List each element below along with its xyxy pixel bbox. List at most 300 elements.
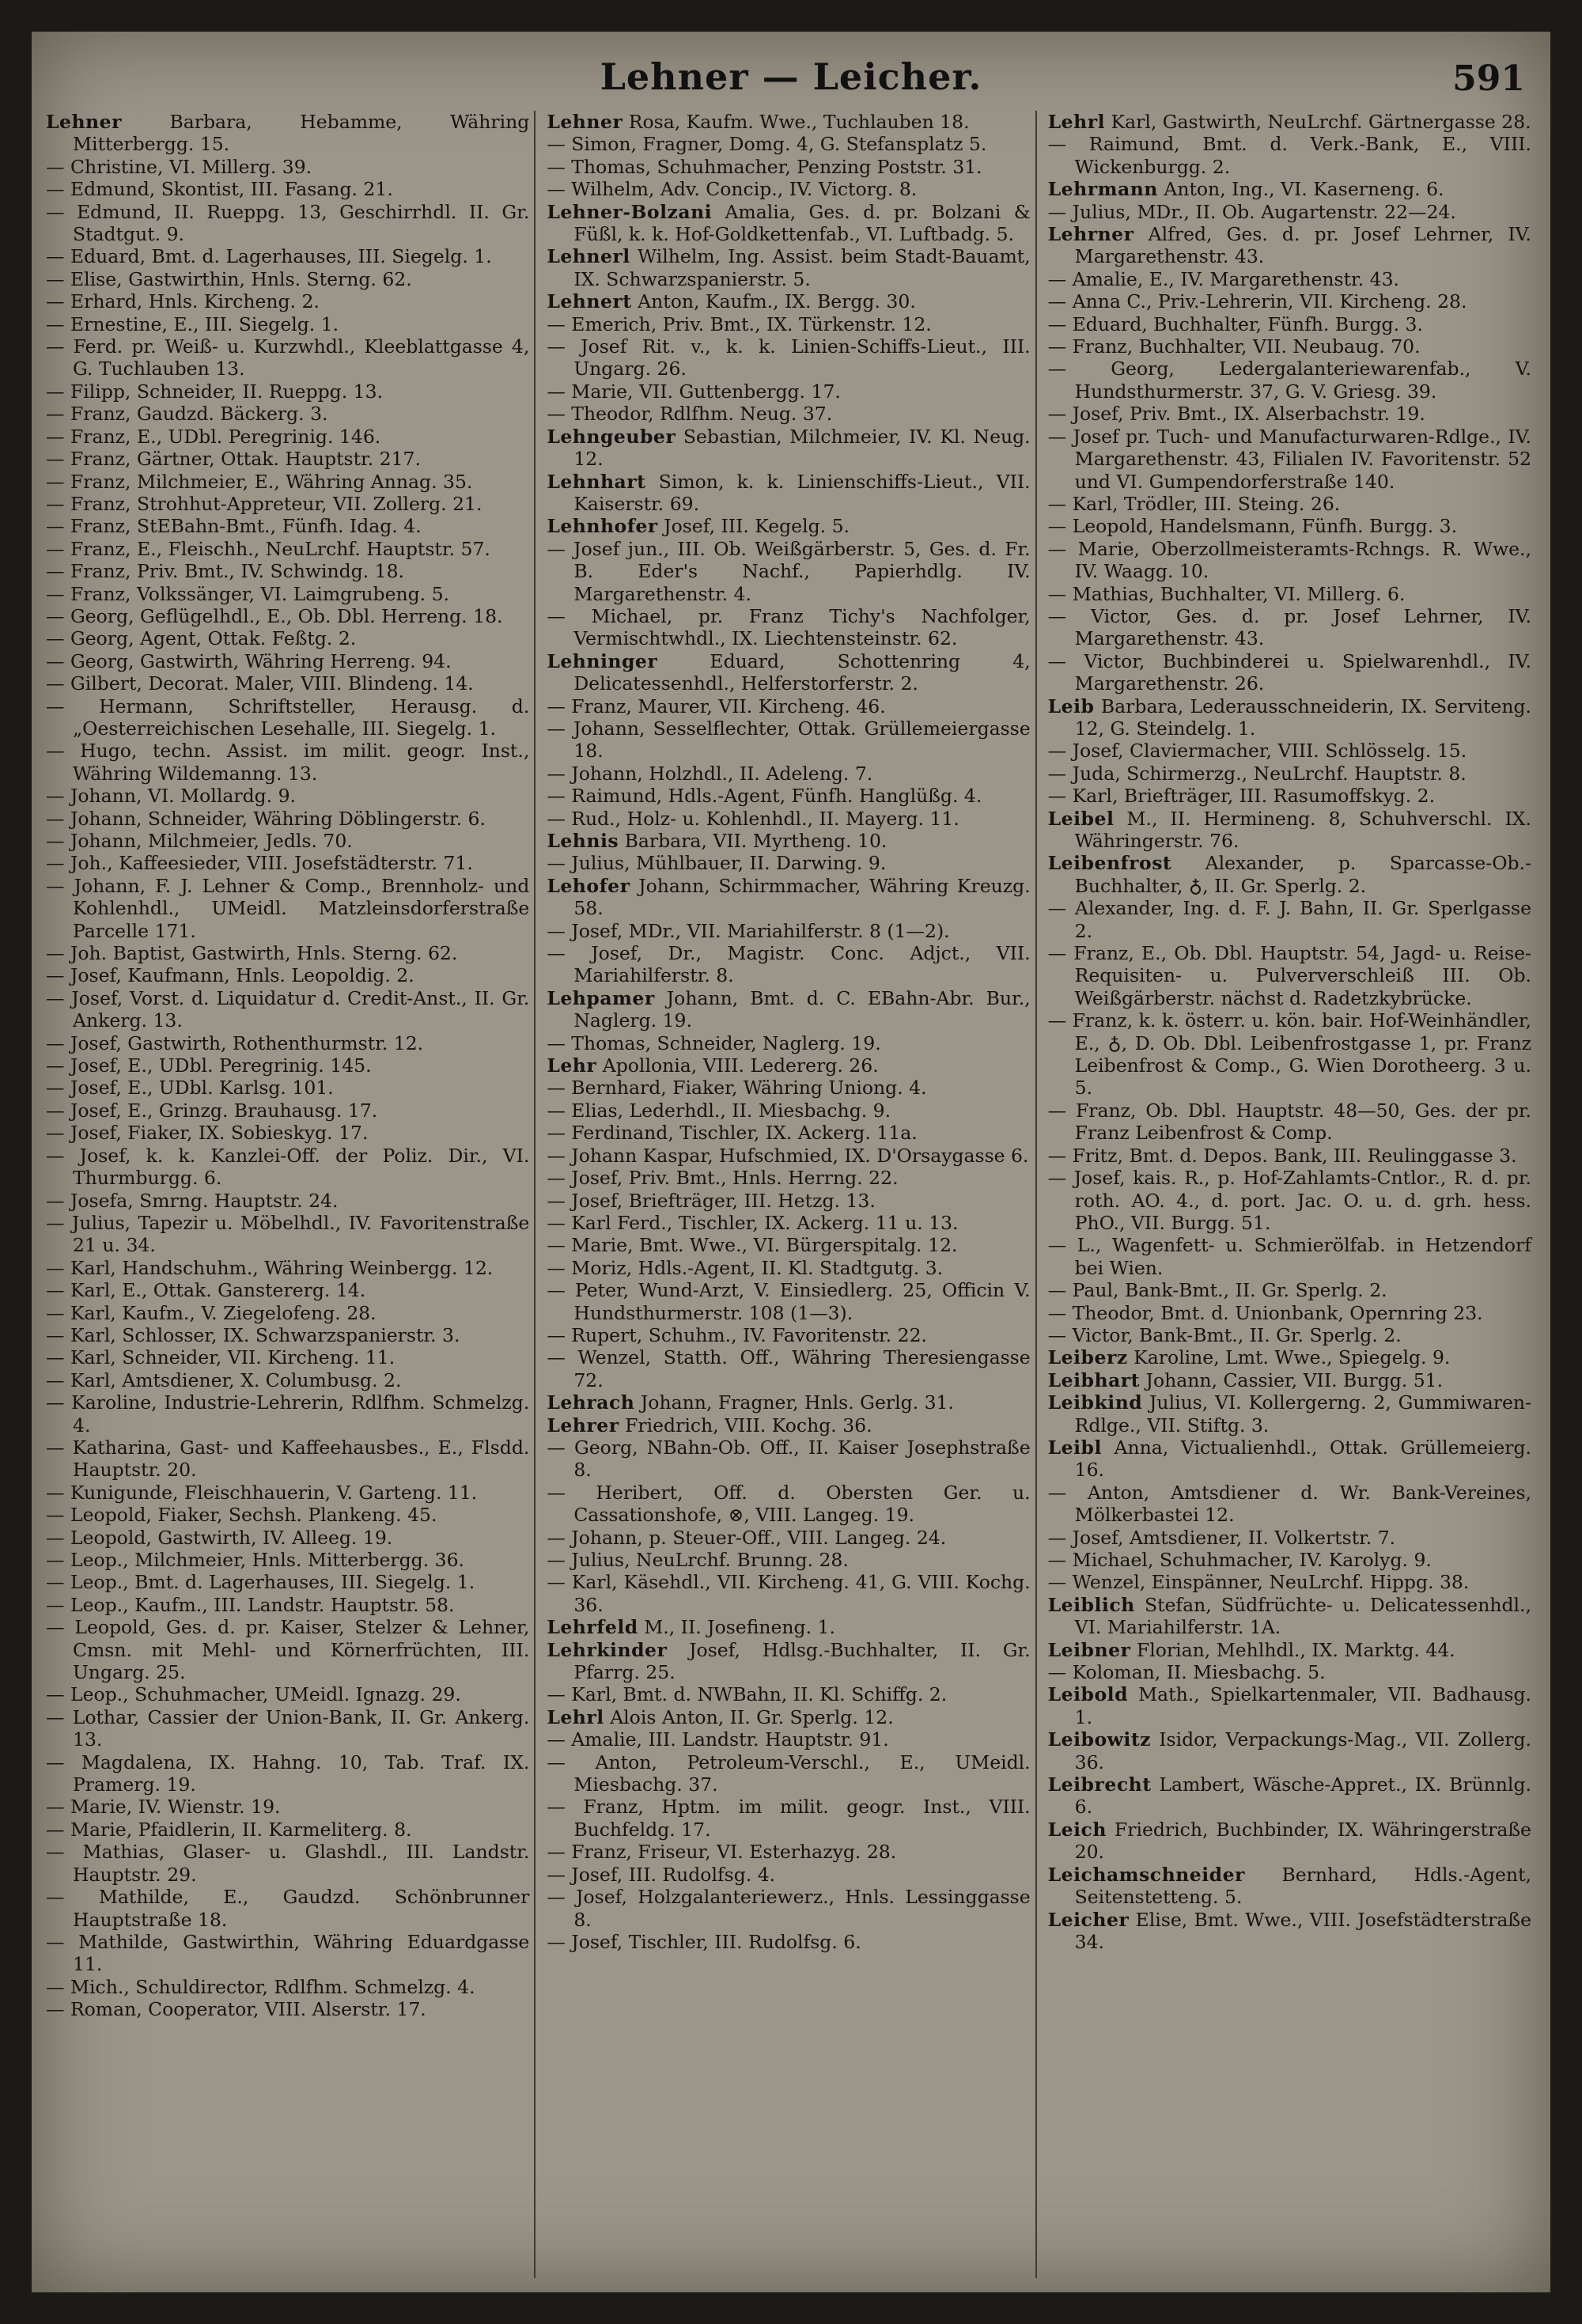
entry-text: — Karl, Bmt. d. NWBahn, II. Kl. Schiffg. 2. [547, 1683, 948, 1706]
directory-entry [547, 1864, 1030, 1886]
running-head [32, 55, 1550, 111]
entry-text: Johann, Bmt. d. C. EBahn-Abr. Bur., Naglerg. 19. [573, 986, 1031, 1032]
entry-text: — Leopold, Ges. d. pr. Kaiser, Stelzer & Lehner, Cmsn. mit Mehl- und Körnerfrüchten, III. Ungarg. 25. [46, 1616, 530, 1684]
directory-entry [1048, 1436, 1531, 1482]
directory-entry [1048, 1145, 1531, 1167]
entry-surname: Lehnert [547, 290, 632, 313]
entry-text: Elise, Bmt. Wwe., VIII. Josefstädterstraße 34. [1074, 1908, 1531, 1953]
entry-text: — Fritz, Bmt. d. Depos. Bank, III. Reulinggasse 3. [1047, 1144, 1517, 1167]
directory-entry [1048, 1369, 1531, 1391]
entry-text: — Franz, Maurer, VII. Kircheng. 46. [547, 695, 886, 717]
directory-entry [1048, 942, 1531, 1009]
entry-text: — Josef, k. k. Kanzlei-Off. der Poliz. Dir., VI. Thurmburgg. 6. [46, 1144, 530, 1190]
entry-surname: Leichamschneider [1047, 1863, 1245, 1886]
entry-text: — Leop., Kaufm., III. Landstr. Hauptstr. 58. [46, 1593, 455, 1616]
entry-text: — Karl, Handschuhm., Währing Weinbergg. 12. [46, 1256, 494, 1279]
entry-text: Amalia, Ges. d. pr. Bolzani & Füßl, k. k. Hof-Goldkettenfab., VI. Luftbadg. 5. [573, 200, 1031, 246]
entry-surname: Leibner [1047, 1638, 1131, 1661]
directory-entry [547, 1571, 1030, 1616]
directory-entry [46, 808, 529, 830]
entry-text: Apollonia, VIII. Ledererg. 26. [602, 1054, 879, 1077]
entry-text: — Theodor, Rdlfhm. Neug. 37. [547, 403, 833, 426]
entry-text: — Franz, Ob. Dbl. Hauptstr. 48—50, Ges. der pr. Franz Leibenfrost & Comp. [1047, 1099, 1531, 1145]
entry-text: — Karl, Trödler, III. Steing. 26. [1047, 492, 1341, 515]
entry-text: — Marie, IV. Wienstr. 19. [46, 1796, 281, 1819]
directory-entry [1048, 1167, 1531, 1234]
entry-text: — Franz, StEBahn-Bmt., Fünfh. Idag. 4. [46, 515, 422, 538]
entry-text: — Marie, Pfaidlerin, II. Karmeliterg. 8. [46, 1818, 412, 1841]
entry-text: Lambert, Wäsche-Appret., IX. Brünnlg. 6. [1074, 1773, 1531, 1819]
entry-text: — Mathilde, Gastwirthin, Währing Eduardgasse 11. [46, 1930, 530, 1976]
directory-entry [547, 1549, 1030, 1571]
directory-entry [1048, 1391, 1531, 1436]
directory-entry [46, 290, 529, 312]
directory-entry [547, 1886, 1030, 1931]
directory-entry [46, 448, 529, 470]
directory-entry [547, 920, 1030, 942]
entry-text: — Eduard, Bmt. d. Lagerhauses, III. Siegelg. 1. [46, 245, 492, 268]
directory-entry [46, 403, 529, 425]
entry-text: Simon, k. k. Linienschiffs-Lieut., VII. Kaiserstr. 69. [573, 470, 1031, 515]
entry-text: — Katharina, Gast- und Kaffeehausbes., E., Flsdd. Hauptstr. 20. [46, 1436, 530, 1482]
entry-text: — Karoline, Industrie-Lehrerin, Rdlfhm. Schmelzg. 4. [46, 1391, 530, 1436]
directory-entry [46, 335, 529, 380]
directory-entry [46, 1706, 529, 1751]
entry-text: — Victor, Bank-Bmt., II. Gr. Sperlg. 2. [1047, 1323, 1402, 1346]
directory-entry [547, 1122, 1030, 1144]
directory-entry [1048, 650, 1531, 695]
directory-entry [46, 695, 529, 740]
entry-text: — Josef, Priv. Bmt., IX. Alserbachstr. 19. [1047, 403, 1425, 426]
directory-entry [46, 1346, 529, 1368]
directory-entry [1048, 1728, 1531, 1773]
directory-entry [1048, 358, 1531, 403]
entry-text: — Julius, Mühlbauer, II. Darwing. 9. [547, 852, 887, 875]
entry-surname: Lehrkinder [547, 1638, 668, 1661]
directory-entry [547, 830, 1030, 852]
directory-entry [46, 1077, 529, 1099]
entry-text: — Wenzel, Statth. Off., Währing Theresiengasse 72. [547, 1346, 1031, 1391]
directory-entry [1048, 111, 1531, 133]
entry-text: — Franz, Friseur, VI. Esterhazyg. 28. [547, 1841, 897, 1864]
directory-entry [46, 942, 529, 964]
entry-text: — Karl, Schneider, VII. Kircheng. 11. [46, 1346, 396, 1369]
entry-surname: Lehrfeld [547, 1616, 638, 1639]
directory-entry [46, 471, 529, 493]
directory-entry [547, 1212, 1030, 1234]
entry-text: — Joh., Kaffeesieder, VIII. Josefstädterstr. 71. [46, 852, 473, 875]
directory-entry [1048, 695, 1531, 740]
directory-entry [46, 1391, 529, 1436]
entry-text: — Johann, Holzhdl., II. Adeleng. 7. [547, 762, 873, 785]
directory-entry [1048, 133, 1531, 178]
directory-entry [46, 964, 529, 986]
directory-entry [46, 1122, 529, 1144]
directory-entry [547, 245, 1030, 290]
entry-text: — Georg, Ledergalanteriewarenfab., V. Hundsthurmerstr. 37, G. V. Griesg. 39. [1047, 358, 1531, 403]
directory-entry [1048, 1100, 1531, 1145]
directory-entry [547, 987, 1030, 1032]
entry-text: — Josef, Holzgalanteriewerz., Hnls. Lessinggasse 8. [547, 1886, 1031, 1931]
directory-entry [46, 1594, 529, 1616]
directory-entry [46, 987, 529, 1032]
directory-entry [1048, 268, 1531, 290]
entry-text: Johann, Cassier, VII. Burgg. 51. [1145, 1368, 1444, 1391]
directory-entry [1048, 1346, 1531, 1368]
entry-text: — Juda, Schirmerzg., NeuLrchf. Hauptstr. 8. [1047, 762, 1467, 785]
directory-entry [46, 268, 529, 290]
entry-text: — Franz, Strohhut-Appreteur, VII. Zollerg. 21. [46, 492, 483, 515]
directory-entry [46, 875, 529, 942]
entry-text: — Franz, Gaudzd. Bäckerg. 3. [46, 403, 328, 426]
directory-entry [547, 1054, 1030, 1077]
entry-text: — Josefa, Smrng. Hauptstr. 24. [46, 1189, 339, 1212]
directory-column-3 [1048, 111, 1536, 2278]
directory-entry [1048, 1324, 1531, 1346]
entry-surname: Lehnhart [547, 470, 646, 493]
directory-entry [547, 515, 1030, 537]
entry-text: Anna, Victualienhdl., Ottak. Grüllemeierg. 16. [1074, 1436, 1531, 1482]
entry-text: — Elise, Gastwirthin, Hnls. Sterng. 62. [46, 267, 412, 290]
directory-entry [547, 1436, 1030, 1482]
entry-text: — Georg, Geflügelhdl., E., Ob. Dbl. Herreng. 18. [46, 604, 503, 627]
directory-entry [1048, 763, 1531, 785]
entry-text: — Amalie, III. Landstr. Hauptstr. 91. [547, 1728, 889, 1751]
directory-entry [46, 313, 529, 335]
entry-text: — Mich., Schuldirector, Rdlfhm. Schmelzg. 4. [46, 1975, 475, 1998]
entry-text: — Josef jun., III. Ob. Weißgärberstr. 5, Ges. d. Fr. B. Eder's Nachf., Papierhdlg. IV. Margarethenstr. 4. [547, 537, 1031, 605]
entry-text: Sebastian, Milchmeier, IV. Kl. Neug. 12. [573, 425, 1031, 471]
entry-text: — Franz, k. k. österr. u. kön. bair. Hof-Weinhändler, E., ♁, D. Ob. Dbl. Leibenfrostgasse 1, pr. Franz Leibenfrost & Comp., G. Wien Dorotheerg. 3 u. 5. [1047, 1009, 1531, 1100]
entry-surname: Leich [1047, 1818, 1107, 1841]
directory-entry [1048, 1909, 1531, 1954]
entry-text: — Edmund, II. Rueppg. 13, Geschirrhdl. II. Gr. Stadtgut. 9. [46, 200, 530, 246]
directory-entry [547, 403, 1030, 425]
entry-text: — Amalie, E., IV. Margarethenstr. 43. [1047, 267, 1400, 290]
directory-entry [46, 111, 529, 156]
entry-text: — Georg, Gastwirth, Währing Herreng. 94. [46, 649, 452, 672]
directory-entry [46, 1976, 529, 1998]
directory-entry [1048, 605, 1531, 650]
directory-entry [1048, 1571, 1531, 1593]
entry-text: — Michael, Schuhmacher, IV. Karolyg. 9. [1047, 1549, 1432, 1571]
directory-column-1 [46, 111, 536, 2278]
entry-text: — Koloman, II. Miesbachg. 5. [1047, 1661, 1326, 1684]
directory-entry [1048, 1594, 1531, 1639]
entry-text: Isidor, Verpackungs-Mag., VII. Zollerg. 36. [1074, 1728, 1531, 1773]
entry-text: — Johann, Schneider, Währing Döblingerstr. 6. [46, 807, 486, 830]
entry-text: — Franz, Milchmeier, E., Währing Annag. 35. [46, 470, 473, 493]
entry-text: — Erhard, Hnls. Kircheng. 2. [46, 290, 320, 313]
directory-entry [46, 178, 529, 200]
entry-text: — Josef, Tischler, III. Rudolfsg. 6. [547, 1930, 861, 1953]
entry-text: — Johann, Milchmeier, Jedls. 70. [46, 830, 353, 852]
directory-entry [547, 1706, 1030, 1728]
entry-text: Johann, Schirmmacher, Währing Kreuzg. 58. [573, 874, 1031, 920]
directory-entry [46, 1886, 529, 1931]
directory-entry [46, 830, 529, 852]
entry-text: Alois Anton, II. Gr. Sperlg. 12. [610, 1705, 894, 1728]
entry-text: Rosa, Kaufm. Wwe., Tuchlauben 18. [628, 111, 970, 133]
directory-entry [547, 785, 1030, 807]
directory-entry [1048, 1661, 1531, 1683]
entry-text: Karoline, Lmt. Wwe., Spiegelg. 9. [1134, 1346, 1451, 1369]
directory-entry [547, 290, 1030, 312]
entry-surname: Lehrmann [1047, 178, 1158, 201]
directory-entry [46, 1302, 529, 1324]
directory-entry [1048, 1864, 1531, 1909]
entry-text: — Josef, MDr., VII. Mariahilferstr. 8 (1—2). [547, 919, 950, 942]
entry-text: — L., Wagenfett- u. Schmierölfab. in Hetzendorf bei Wien. [1047, 1234, 1531, 1279]
directory-entry [1048, 426, 1531, 493]
directory-entry [547, 1482, 1030, 1527]
entry-text: — Karl Ferd., Tischler, IX. Ackerg. 11 u. 13. [547, 1211, 959, 1234]
entry-surname: Lehnerl [547, 245, 630, 268]
entry-text: — Josef Rit. v., k. k. Linien-Schiffs-Lieut., III. Ungarg. 26. [547, 335, 1031, 380]
entry-text: Anton, Kaufm., IX. Bergg. 30. [638, 290, 916, 313]
entry-text: — Mathilde, E., Gaudzd. Schönbrunner Hauptstraße 18. [46, 1886, 530, 1931]
entry-text: — Peter, Wund-Arzt, V. Einsiedlerg. 25, Officin V. Hundsthurmerstr. 108 (1—3). [547, 1279, 1031, 1324]
entry-surname: Lehrach [547, 1391, 635, 1414]
entry-text: — Victor, Ges. d. pr. Josef Lehrner, IV. Margarethenstr. 43. [1047, 604, 1531, 650]
entry-text: — Franz, E., Ob. Dbl. Hauptstr. 54, Jagd- u. Reise-Requisiten- u. Pulververschleiß III. Ob. Weißgärberstr. nächst d. Radetzkybrücke. [1047, 942, 1531, 1009]
entry-text: — Wilhelm, Adv. Concip., IV. Victorg. 8. [547, 178, 918, 201]
entry-text: — Josef pr. Tuch- und Manufacturwaren-Rdlge., IV. Margarethenstr. 43, Filialen IV. Favoritenstr. 52 und VI. Gumpendorferstraße 140. [1047, 425, 1531, 493]
entry-text: — Karl, Kaufm., V. Ziegelofeng. 28. [46, 1301, 377, 1324]
directory-entry [547, 1167, 1030, 1189]
directory-entry [46, 560, 529, 582]
entry-text: — Leopold, Handelsmann, Fünfh. Burgg. 3. [1047, 515, 1458, 538]
entry-text: Barbara, Hebamme, Währing Mitterbergg. 15. [73, 111, 530, 156]
directory-entry [46, 1190, 529, 1212]
directory-entry [46, 201, 529, 246]
entry-text: — Franz, Hptm. im milit. geogr. Inst., VIII. Buchfeldg. 17. [547, 1796, 1031, 1841]
directory-entry [46, 785, 529, 807]
entry-text: — Josef, Kaufmann, Hnls. Leopoldig. 2. [46, 964, 414, 987]
directory-entry [547, 538, 1030, 605]
entry-text: — Johann, VI. Mollardg. 9. [46, 785, 297, 808]
entry-text: — Moriz, Hdls.-Agent, II. Kl. Stadtgutg. 3. [547, 1256, 944, 1279]
directory-entry [1048, 1279, 1531, 1301]
directory-entry [46, 1549, 529, 1571]
entry-text: — Mathias, Glaser- u. Glashdl., III. Landstr. Hauptstr. 29. [46, 1841, 530, 1886]
entry-text: — Leopold, Gastwirth, IV. Alleeg. 19. [46, 1526, 393, 1549]
entry-text: — Emerich, Priv. Bmt., IX. Türkenstr. 12. [547, 312, 932, 335]
entry-surname: Leiberz [1047, 1346, 1128, 1369]
entry-text: — Bernhard, Fiaker, Währing Uniong. 4. [547, 1077, 927, 1100]
directory-entry [547, 1279, 1030, 1324]
directory-entry [547, 1796, 1030, 1841]
entry-text: Barbara, VII. Myrtheng. 10. [624, 830, 888, 852]
entry-text: M., II. Hermineng. 8, Schuhverschl. IX. Währingerstr. 76. [1074, 807, 1531, 852]
directory-entry [1048, 493, 1531, 515]
directory-entry [1048, 538, 1531, 583]
directory-entry [1048, 201, 1531, 223]
entry-text: — Franz, Gärtner, Ottak. Hauptstr. 217. [46, 448, 421, 471]
entry-text: — Roman, Cooperator, VIII. Alserstr. 17. [46, 1998, 426, 2021]
entry-surname: Leibel [1047, 807, 1115, 830]
entry-text: — Rud., Holz- u. Kohlenhdl., II. Mayerg. 11. [547, 807, 959, 830]
entry-surname: Lehrer [547, 1414, 619, 1436]
directory-entry [46, 1257, 529, 1279]
directory-entry [547, 1145, 1030, 1167]
entry-text: Wilhelm, Ing. Assist. beim Stadt-Bauamt, IX. Schwarzspanierstr. 5. [573, 245, 1031, 290]
directory-entry [547, 852, 1030, 874]
entry-text: — Julius, NeuLrchf. Brunng. 28. [547, 1549, 849, 1571]
entry-surname: Leicher [1047, 1908, 1130, 1931]
directory-entry [46, 1145, 529, 1190]
directory-entry [1048, 785, 1531, 807]
entry-text: — Josef, kais. R., p. Hof-Zahlamts-Cntlor., R. d. pr. roth. AO. 4., d. port. Jac. O. u. d. grh. hess. PhO., VII. Burgg. 51. [1047, 1167, 1531, 1234]
entry-surname: Lehner-Bolzani [547, 200, 713, 223]
entry-text: — Raimund, Bmt. d. Verk.-Bank, E., VIII. Wickenburgg. 2. [1047, 133, 1531, 178]
directory-entry [46, 493, 529, 515]
directory-entry [547, 1683, 1030, 1705]
directory-entry [1048, 583, 1531, 605]
directory-entry [46, 426, 529, 448]
directory-entry [547, 1077, 1030, 1099]
entry-text: — Filipp, Schneider, II. Rueppg. 13. [46, 380, 384, 403]
directory-entry [1048, 313, 1531, 335]
entry-surname: Lehofer [547, 874, 630, 897]
entry-text: — Leop., Schuhmacher, UMeidl. Ignazg. 29. [46, 1683, 461, 1706]
directory-entry [547, 1751, 1030, 1796]
entry-text: — Josef, Vorst. d. Liquidatur d. Credit-Anst., II. Gr. Ankerg. 13. [46, 986, 530, 1032]
entry-text: — Georg, Agent, Ottak. Feßtg. 2. [46, 627, 357, 650]
entry-surname: Leibl [1047, 1436, 1102, 1459]
directory-entry [547, 1032, 1030, 1054]
entry-text: Alexander, p. Sparcasse-Ob.-Buchhalter, ♁, II. Gr. Sperlg. 2. [1074, 852, 1531, 897]
directory-entry [1048, 223, 1531, 268]
entry-surname: Lehnhofer [547, 515, 658, 538]
entry-surname: Lehpamer [547, 986, 655, 1009]
entry-text: — Rupert, Schuhm., IV. Favoritenstr. 22. [547, 1323, 927, 1346]
entry-text: — Alexander, Ing. d. F. J. Bahn, II. Gr. Sperlgasse 2. [1047, 897, 1531, 942]
directory-entry [1048, 897, 1531, 942]
entry-text: — Josef, Priv. Bmt., Hnls. Herrng. 22. [547, 1167, 899, 1190]
entry-text: — Josef, E., UDbl. Peregrinig. 145. [46, 1054, 372, 1077]
entry-text: — Lothar, Cassier der Union-Bank, II. Gr. Ankerg. 13. [46, 1705, 530, 1751]
entry-text: — Franz, Volkssänger, VI. Laimgrubeng. 5. [46, 582, 450, 605]
entry-text: — Josef, Gastwirth, Rothenthurmstr. 12. [46, 1031, 424, 1054]
entry-surname: Lehner [46, 111, 122, 133]
directory-entry [46, 1931, 529, 1976]
entry-surname: Lehr [547, 1054, 597, 1077]
entry-text: Florian, Mehlhdl., IX. Marktg. 44. [1136, 1638, 1455, 1661]
entry-text: — Franz, E., Fleischh., NeuLrchf. Hauptstr. 57. [46, 537, 490, 560]
entry-surname: Lehrner [1047, 223, 1134, 246]
entry-surname: Leib [1047, 695, 1095, 717]
entry-text: — Josef, Briefträger, III. Hetzg. 13. [547, 1189, 876, 1212]
page-title: Lehner — Leicher. [600, 55, 982, 98]
directory-entry [547, 1841, 1030, 1863]
entry-surname: Leibold [1047, 1683, 1129, 1706]
directory-entry [547, 1931, 1030, 1953]
entry-text: — Leopold, Fiaker, Sechsh. Plankeng. 45. [46, 1504, 437, 1527]
page-number: 591 [1452, 59, 1525, 99]
directory-entry [1048, 1527, 1531, 1549]
directory-entry [46, 1616, 529, 1683]
entry-text: Johann, Fragner, Hnls. Gerlg. 31. [640, 1391, 954, 1414]
directory-entry [1048, 1683, 1531, 1728]
directory-entry [46, 627, 529, 649]
directory-entry [547, 808, 1030, 830]
directory-entry [46, 1100, 529, 1122]
entry-text: — Anton, Petroleum-Verschl., E., UMeidl. Miesbachg. 37. [547, 1751, 1031, 1796]
directory-entry [1048, 1819, 1531, 1864]
directory-column-2 [547, 111, 1036, 2278]
entry-surname: Lehngeuber [547, 425, 676, 448]
directory-entry [1048, 1302, 1531, 1324]
entry-text: Eduard, Schottenring 4, Delicatessenhdl., Helferstorferstr. 2. [573, 649, 1031, 695]
directory-entry [1048, 403, 1531, 425]
entry-surname: Lehrl [1047, 111, 1106, 133]
entry-text: — Christine, VI. Millerg. 39. [46, 155, 312, 178]
directory-entry [46, 1032, 529, 1054]
entry-text: — Josef, III. Rudolfsg. 4. [547, 1863, 776, 1886]
directory-entry [46, 1324, 529, 1346]
entry-text: — Josef, Fiaker, IX. Sobieskyg. 17. [46, 1122, 369, 1145]
entry-text: — Franz, Priv. Bmt., IV. Schwindg. 18. [46, 560, 405, 583]
entry-text: — Marie, Oberzollmeisteramts-Rchngs. R. Wwe., IV. Waagg. 10. [1047, 537, 1531, 583]
directory-entry [547, 1728, 1030, 1751]
directory-entry [1048, 740, 1531, 762]
entry-text: Bernhard, Hdls.-Agent, Seitenstetteng. 5. [1074, 1863, 1531, 1909]
directory-entry [547, 1391, 1030, 1414]
directory-entry [1048, 1234, 1531, 1279]
entry-text: — Marie, Bmt. Wwe., VI. Bürgerspitalg. 12. [547, 1234, 958, 1257]
entry-text: — Heribert, Off. d. Obersten Ger. u. Cassationshofe, ⊗, VIII. Langeg. 19. [547, 1481, 1031, 1527]
directory-entry [547, 717, 1030, 763]
directory-entry [46, 515, 529, 537]
entry-text: — Victor, Buchbinderei u. Spielwarenhdl., IV. Margarethenstr. 26. [1047, 649, 1531, 695]
entry-text: Alfred, Ges. d. pr. Josef Lehrner, IV. Margarethenstr. 43. [1074, 223, 1531, 268]
entry-text: — Elias, Lederhdl., II. Miesbachg. 9. [547, 1099, 891, 1122]
entry-text: — Wenzel, Einspänner, NeuLrchf. Hippg. 38. [1047, 1571, 1470, 1594]
entry-text: — Paul, Bank-Bmt., II. Gr. Sperlg. 2. [1047, 1279, 1387, 1302]
entry-text: M., II. Josefineng. 1. [644, 1616, 835, 1639]
directory-entry [1048, 515, 1531, 537]
entry-text: — Josef, Amtsdiener, II. Volkertstr. 7. [1047, 1526, 1396, 1549]
directory-entry [547, 471, 1030, 516]
directory-entry [46, 1482, 529, 1504]
directory-entry [46, 1527, 529, 1549]
entry-text: — Hermann, Schriftsteller, Herausg. d. „Oesterreichischen Lesehalle, III. Siegelg. 1. [46, 695, 530, 740]
entry-text: — Johann Kaspar, Hufschmied, IX. D'Orsaygasse 6. [547, 1144, 1029, 1167]
entry-text: — Anna C., Priv.-Lehrerin, VII. Kircheng. 28. [1047, 290, 1467, 313]
entry-text: — Karl, E., Ottak. Ganstererg. 14. [46, 1279, 366, 1302]
directory-entry [46, 583, 529, 605]
directory-entry [46, 245, 529, 267]
entry-text: — Magdalena, IX. Hahng. 10, Tab. Traf. IX. Pramerg. 19. [46, 1751, 530, 1796]
entry-text: — Josef, Claviermacher, VIII. Schlösselg. 15. [1047, 740, 1467, 763]
directory-entry [547, 1639, 1030, 1684]
entry-text: Friedrich, VIII. Kochg. 36. [625, 1414, 872, 1436]
directory-entry [1048, 1549, 1531, 1571]
directory-entry [46, 740, 529, 785]
directory-entry [46, 538, 529, 560]
entry-text: Stefan, Südfrüchte- u. Delicatessenhdl., VI. Mariahilferstr. 1A. [1074, 1593, 1531, 1639]
directory-entry [1048, 290, 1531, 312]
directory-page [32, 32, 1550, 2292]
directory-entry [46, 1571, 529, 1593]
directory-entry [46, 1751, 529, 1796]
directory-entry [547, 1234, 1030, 1256]
directory-entry [547, 650, 1030, 695]
entry-text: — Marie, VII. Guttenbergg. 17. [547, 380, 841, 403]
directory-entry [547, 178, 1030, 200]
entry-surname: Leibrecht [1047, 1773, 1152, 1796]
